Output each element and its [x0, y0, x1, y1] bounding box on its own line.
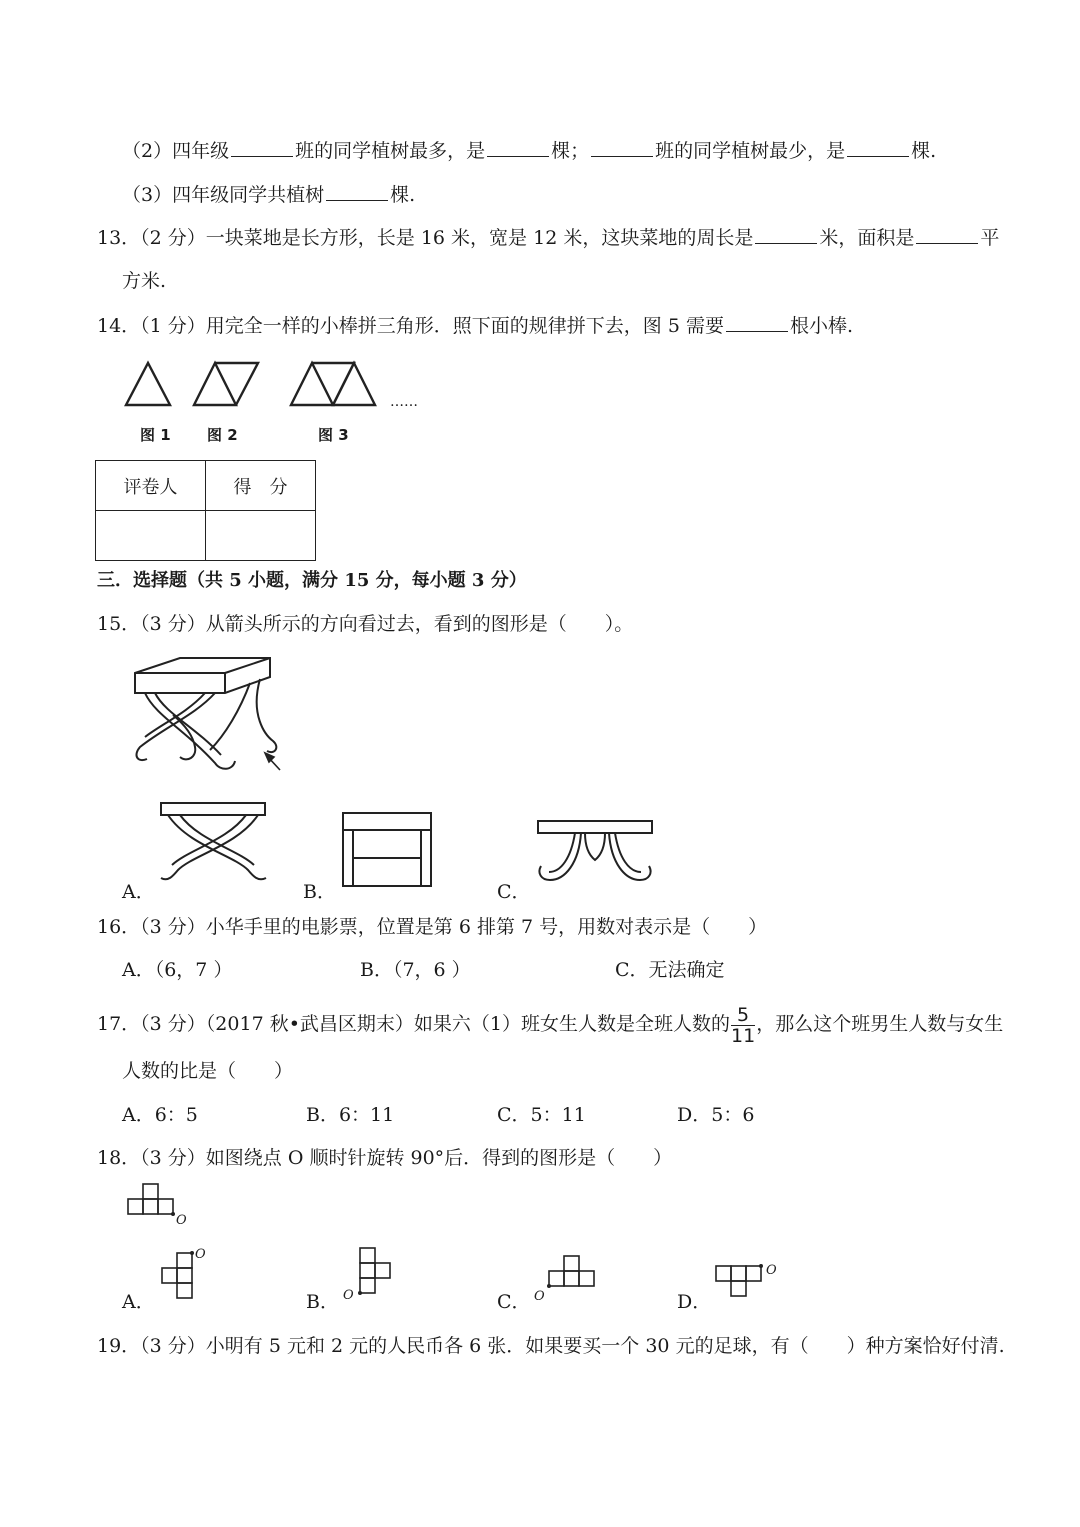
score-header: 得 分: [206, 461, 316, 511]
answer-blank[interactable]: [847, 136, 909, 157]
q17-option-a[interactable]: A．6：5: [122, 1104, 198, 1126]
svg-text:O: O: [534, 1289, 545, 1304]
q15-option-a-figure: [158, 800, 270, 892]
grader-header: 评卷人: [96, 461, 206, 511]
q18-option-d[interactable]: D．: [677, 1291, 712, 1313]
q15-text: 15．（3 分）从箭头所示的方向看过去，看到的图形是（ ）。: [97, 613, 634, 635]
answer-blank[interactable]: [487, 136, 549, 157]
q12-part3: （3）四年级同学共植树 棵.: [122, 180, 415, 209]
q18-original-figure: [124, 1180, 196, 1226]
fig2-caption: 图 2: [207, 426, 238, 444]
q18-option-a-figure: [158, 1245, 212, 1305]
q16-option-b[interactable]: B．（7，6 ）: [360, 959, 471, 981]
score-cell[interactable]: [206, 511, 316, 561]
grader-cell[interactable]: [96, 511, 206, 561]
q13-line2: 方米.: [122, 270, 167, 292]
svg-text:O: O: [195, 1247, 206, 1262]
section-heading: 三．选择题（共 5 小题，满分 15 分，每小题 3 分）: [97, 570, 527, 591]
q19-text: 19．（3 分）小明有 5 元和 2 元的人民币各 6 张．如果要买一个 30 元的足球，有（ ）种方案恰好付清.: [97, 1335, 1005, 1357]
triangle-fig2: [194, 363, 258, 405]
q15-option-b-figure: [340, 810, 435, 890]
q17-line1: 17．（3 分）（2017 秋•武昌区期末）如果六（1）班女生人数是全班人数的 $\frac{5}{11}$ ，那么这个班男生人数与女生: [97, 1003, 1004, 1047]
svg-text:O: O: [343, 1288, 354, 1303]
answer-blank[interactable]: [916, 223, 978, 244]
fig3-caption: 图 3: [318, 426, 349, 444]
q16-option-c[interactable]: C．无法确定: [615, 959, 725, 981]
answer-blank[interactable]: [231, 136, 293, 157]
q16-text: 16．（3 分）小华手里的电影票，位置是第 6 排第 7 号，用数对表示是（ ）: [97, 916, 768, 938]
q17-line2: 人数的比是（ ）: [122, 1060, 294, 1082]
answer-blank[interactable]: [591, 136, 653, 157]
q18-text: 18．（3 分）如图绕点 O 顺时针旋转 90°后．得到的图形是（ ）: [97, 1147, 673, 1169]
q18-option-c-figure: [530, 1248, 602, 1304]
q15-option-a[interactable]: A．: [122, 881, 155, 903]
rotation-point-label: O: [176, 1213, 187, 1226]
answer-blank[interactable]: [726, 311, 788, 332]
stool-figure: [125, 655, 295, 775]
grading-table: [95, 460, 316, 561]
triangle-fig1: [126, 363, 170, 405]
q15-option-c-figure: [535, 818, 657, 890]
q17-option-b[interactable]: B．6：11: [306, 1104, 395, 1126]
q18-option-d-figure: [712, 1258, 784, 1304]
fraction: $\frac{5}{11}$: [731, 1003, 756, 1047]
svg-text:O: O: [766, 1263, 777, 1278]
q17-option-c[interactable]: C．5：11: [497, 1104, 586, 1126]
ellipsis: ……: [390, 394, 418, 410]
q15-option-c[interactable]: C．: [497, 881, 531, 903]
q18-option-b-figure: [340, 1245, 396, 1305]
q13-line1: 13．（2 分）一块菜地是长方形，长是 16 米，宽是 12 米，这块菜地的周长是 米，面积是 平: [97, 223, 999, 252]
q14-text: 14．（1 分）用完全一样的小棒拼三角形．照下面的规律拼下去，图 5 需要 根小棒.: [97, 311, 853, 340]
q18-option-c[interactable]: C．: [497, 1291, 531, 1313]
q16-option-a[interactable]: A．（6，7 ）: [122, 959, 233, 981]
answer-blank[interactable]: [326, 180, 388, 201]
q15-option-b[interactable]: B．: [303, 881, 336, 903]
q18-option-a[interactable]: A．: [122, 1291, 155, 1313]
fig1-caption: 图 1: [140, 426, 171, 444]
triangle-fig3: [291, 363, 375, 405]
q12-part2: （2）四年级 班的同学植树最多，是 棵； 班的同学植树最少，是 棵.: [122, 136, 936, 165]
q18-option-b[interactable]: B．: [306, 1291, 339, 1313]
q17-option-d[interactable]: D．5：6: [677, 1104, 755, 1126]
answer-blank[interactable]: [755, 223, 817, 244]
